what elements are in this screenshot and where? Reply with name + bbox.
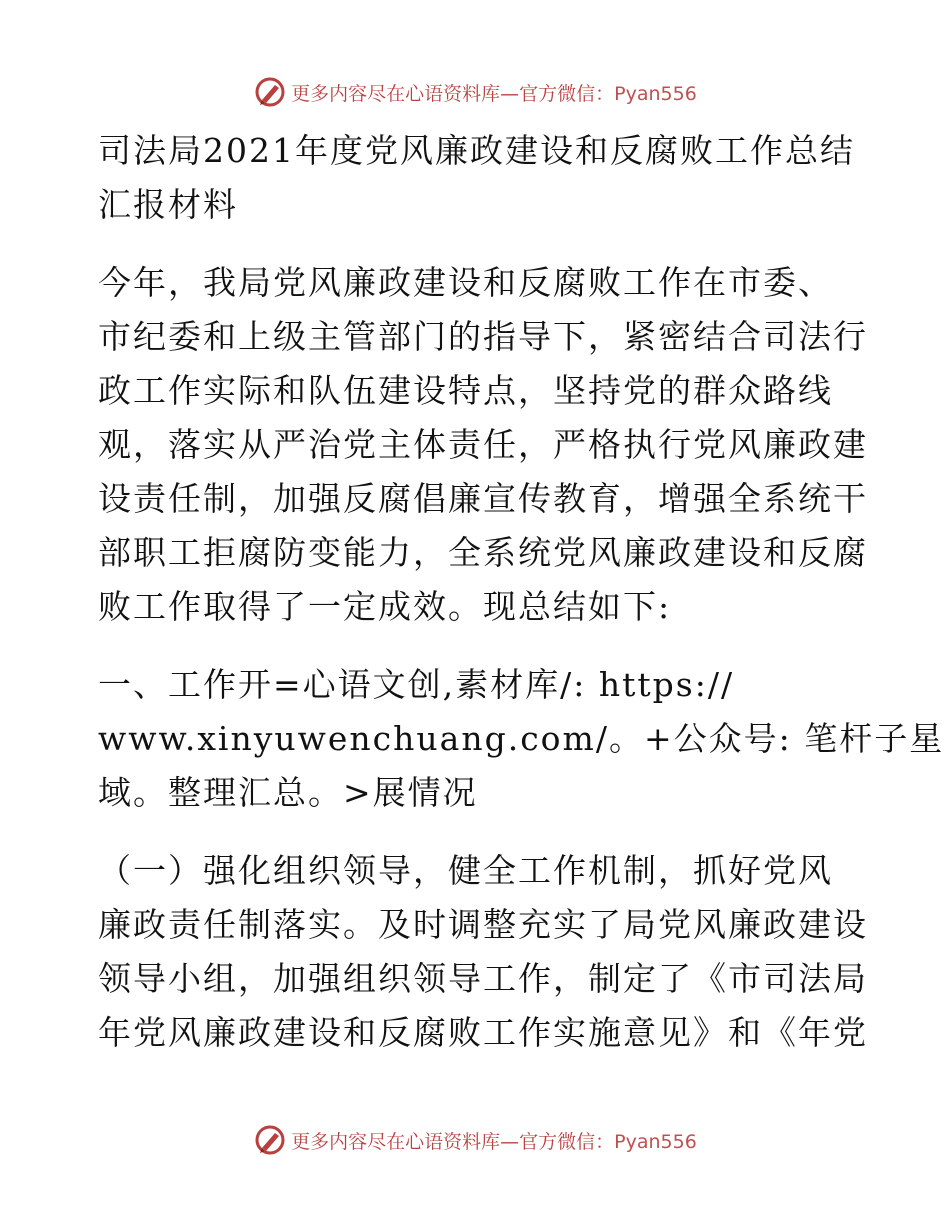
- text-line: 部职工拒腐防变能力，全系统党风廉政建设和反腐: [98, 533, 868, 572]
- paragraph-subsection-1: [98, 844, 868, 1060]
- watermark-footer: [0, 1120, 950, 1160]
- title-line: 汇报材料: [98, 185, 238, 224]
- text-line: 今年，我局党风廉政建设和反腐败工作在市委、: [98, 263, 833, 302]
- watermark-contact: Pyan556: [614, 82, 697, 105]
- text-line: 设责任制，加强反腐倡廉宣传教育，增强全系统干: [98, 479, 868, 518]
- pen-logo-icon: [253, 1123, 287, 1157]
- text-line: 政工作实际和队伍建设特点，坚持党的群众路线: [98, 371, 833, 410]
- section-heading-1: [98, 658, 945, 820]
- text-line: 领导小组，加强组织领导工作，制定了《市司法局: [98, 959, 868, 998]
- text-line: 败工作取得了一定成效。现总结如下:: [98, 587, 672, 626]
- text-line: 观，落实从严治党主体责任，严格执行党风廉政建: [98, 425, 868, 464]
- document-title: [98, 124, 858, 232]
- watermark-contact: Pyan556: [614, 1130, 697, 1153]
- text-line: 市纪委和上级主管部门的指导下，紧密结合司法行: [98, 317, 868, 356]
- title-line: 司法局2021年度党风廉政建设和反腐败工作总结: [98, 131, 855, 170]
- pen-logo-icon: [253, 75, 287, 109]
- text-line: 廉政责任制落实。及时调整充实了局党风廉政建设: [98, 905, 868, 944]
- text-line: 域。整理汇总。>展情况: [98, 773, 478, 812]
- watermark-text: 更多内容尽在心语资料库—官方微信：Pyan556: [291, 1130, 697, 1153]
- paragraph-intro: [98, 256, 868, 634]
- text-line: 年党风廉政建设和反腐败工作实施意见》和《年党: [98, 1013, 868, 1052]
- text-line: 一、工作开=心语文创,素材库/: https://: [98, 665, 735, 704]
- text-line: www.xinyuwenchuang.com/。+公众号: 笔杆子星: [98, 719, 945, 758]
- watermark-text: 更多内容尽在心语资料库—官方微信：Pyan556: [291, 82, 697, 105]
- watermark-header: [0, 72, 950, 112]
- document-body: [98, 124, 945, 1060]
- text-line: （一）强化组织领导，健全工作机制，抓好党风: [98, 851, 833, 890]
